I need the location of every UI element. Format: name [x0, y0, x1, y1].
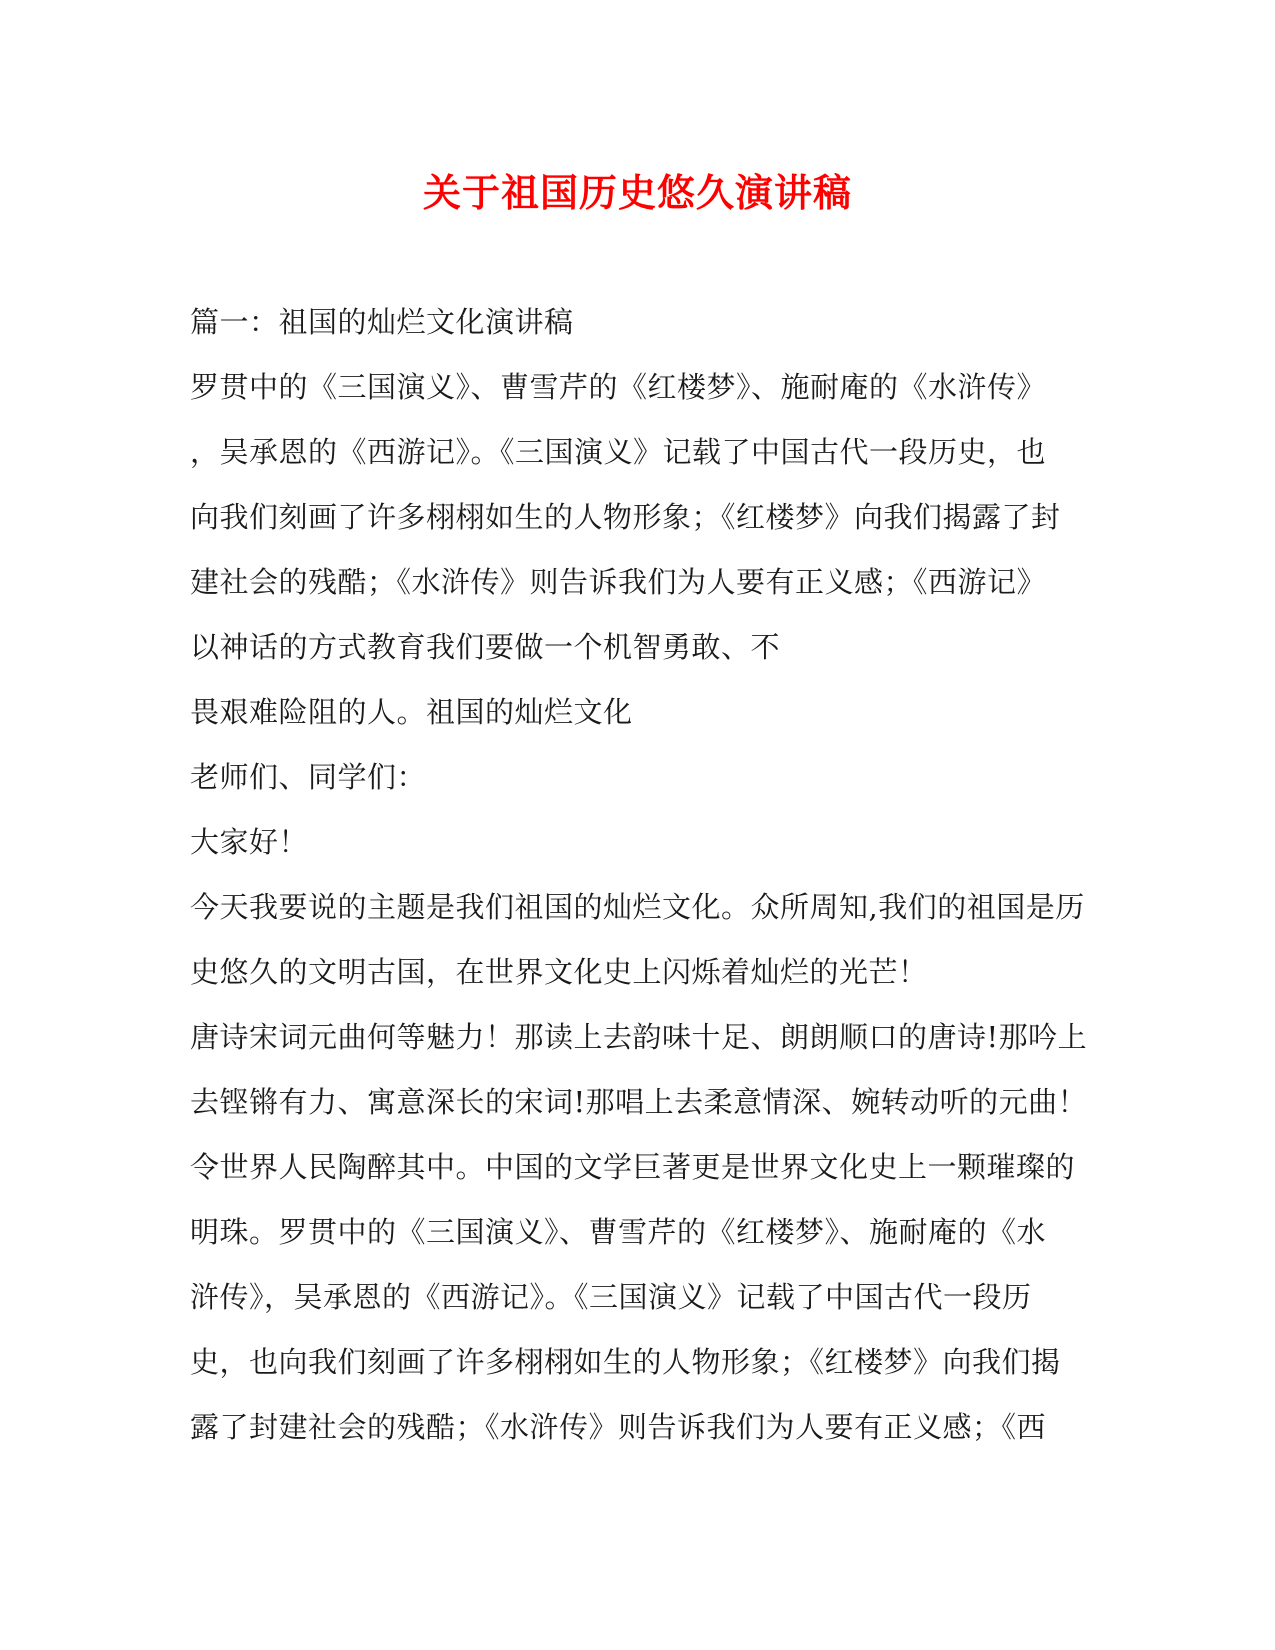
text-line: 去铿锵有力、寓意深长的宋词!那唱上去柔意情深、婉转动听的元曲！	[190, 1085, 1088, 1119]
text-line: 老师们、同学们：	[190, 760, 427, 794]
text-line: 今天我要说的主题是我们祖国的灿烂文化。众所周知,我们的祖国是历	[190, 890, 1085, 924]
text-line: 史，也向我们刻画了许多栩栩如生的人物形象；《红楼梦》向我们揭	[190, 1345, 1061, 1379]
text-line: 建社会的残酷；《水浒传》则告诉我们为人要有正义感；《西游记》	[190, 565, 1047, 599]
text-line: 令世界人民陶醉其中。中国的文学巨著更是世界文化史上一颗璀璨的	[190, 1150, 1076, 1184]
text-line: 明珠。罗贯中的《三国演义》、曹雪芹的《红楼梦》、施耐庵的《水	[190, 1215, 1047, 1249]
text-line: 史悠久的文明古国，在世界文化史上闪烁着灿烂的光芒！	[190, 955, 928, 989]
text-line: ，吴承恩的《西游记》。《三国演义》记载了中国古代一段历史，也	[190, 435, 1047, 469]
text-line: 唐诗宋词元曲何等魅力！那读上去韵味十足、朗朗顺口的唐诗!那吟上	[190, 1020, 1088, 1054]
document-title: 关于祖国历史悠久演讲稿	[422, 170, 852, 215]
text-line: 露了封建社会的残酷；《水浒传》则告诉我们为人要有正义感；《西	[190, 1410, 1047, 1444]
text-line: 大家好！	[190, 825, 309, 859]
document-body	[190, 290, 1090, 1460]
text-line: 畏艰难险阻的人。祖国的灿烂文化	[190, 695, 633, 729]
text-line: 以神话的方式教育我们要做一个机智勇敢、不	[190, 630, 781, 664]
text-line: 向我们刻画了许多栩栩如生的人物形象；《红楼梦》向我们揭露了封	[190, 500, 1061, 534]
text-line: 罗贯中的《三国演义》、曹雪芹的《红楼梦》、施耐庵的《水浒传》	[190, 370, 1047, 404]
text-line: 篇一：祖国的灿烂文化演讲稿	[190, 305, 574, 339]
text-line: 浒传》，吴承恩的《西游记》。《三国演义》记载了中国古代一段历	[190, 1280, 1032, 1314]
